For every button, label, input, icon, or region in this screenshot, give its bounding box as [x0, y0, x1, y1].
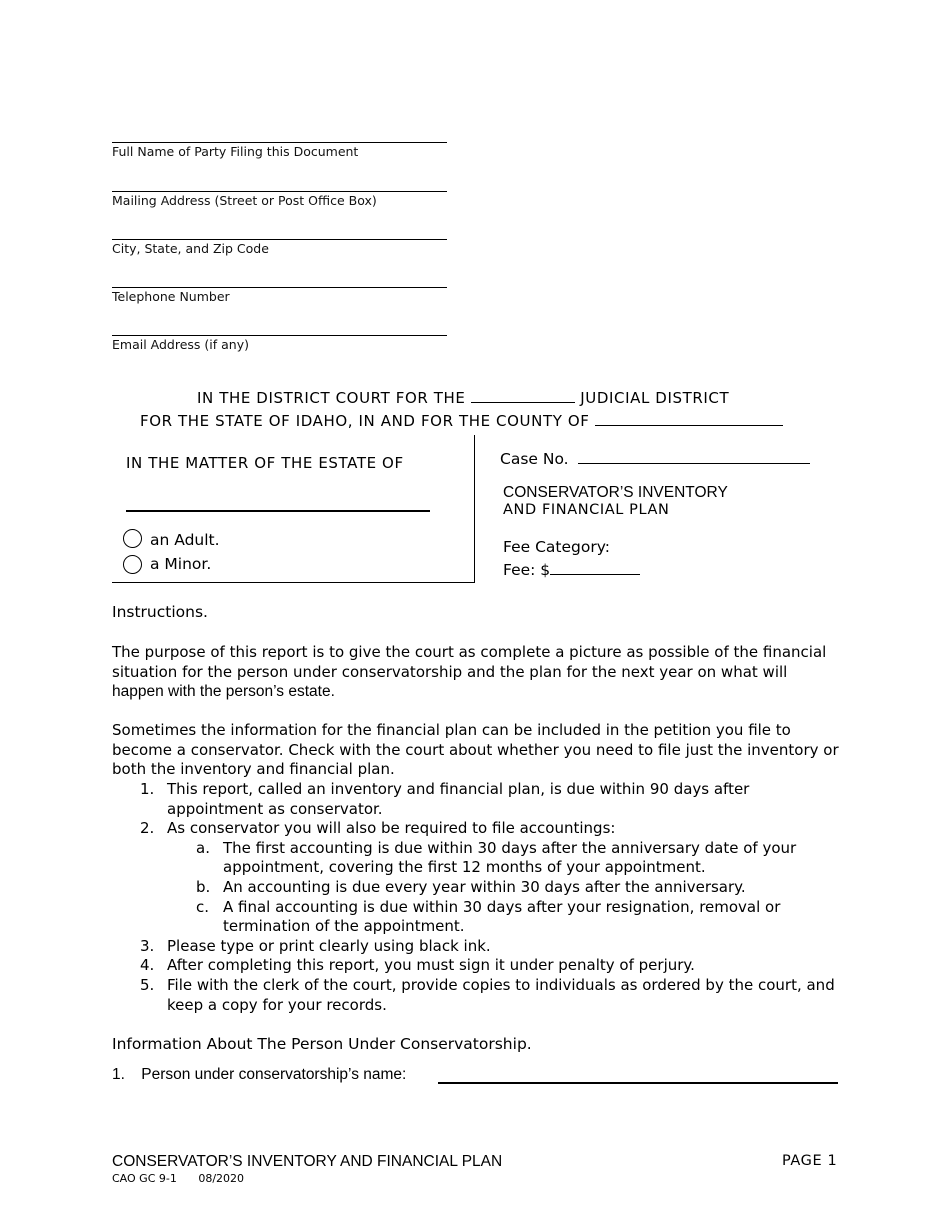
case-number-row [500, 450, 810, 468]
city-state-zip-label: City, State, and Zip Code [112, 241, 269, 256]
footer-form-date: 08/2020 [198, 1172, 245, 1185]
mailing-address-field[interactable] [112, 191, 447, 192]
paragraph-1-text: The purpose of this report is to give the court as complete a picture as possible of the financial situation for the person under conservatorship and the plan for the next year on what will [112, 643, 827, 681]
sub-list-item [112, 839, 847, 878]
list-item-number: 3. [140, 936, 155, 955]
list-item [112, 956, 847, 976]
mailing-address-label: Mailing Address (Street or Post Office Box) [112, 193, 377, 208]
judicial-district-field[interactable] [471, 402, 575, 403]
minor-radio[interactable] [123, 555, 142, 574]
sub-list-item-text: The first accounting is due within 30 days after the anniversary date of your appointment, covering the first 12 months of your appointment. [223, 838, 797, 877]
instructions-list [112, 780, 847, 1015]
court-line-2-text: FOR THE STATE OF IDAHO, IN AND FOR THE COUNTY OF [140, 412, 590, 430]
estate-matter-label: IN THE MATTER OF THE ESTATE OF [126, 454, 404, 472]
info-section-heading: Information About The Person Under Conservatorship. [112, 1035, 532, 1053]
estate-name-field[interactable] [126, 510, 430, 512]
page-number: PAGE 1 [782, 1153, 838, 1169]
sub-list-item-letter: a. [196, 838, 210, 857]
full-name-label: Full Name of Party Filing this Document [112, 144, 359, 159]
court-line-1 [197, 389, 729, 407]
sub-list-item-letter: c. [196, 897, 210, 916]
fee-category-label: Fee Category: [503, 538, 610, 556]
telephone-label: Telephone Number [112, 289, 230, 304]
list-item-text: Please type or print clearly using black ink. [167, 936, 491, 955]
document-title-line-1: CONSERVATOR’S INVENTORY [503, 484, 728, 501]
list-item [112, 819, 847, 839]
adult-option-label: an Adult. [150, 531, 220, 549]
sub-list-item-letter: b. [196, 877, 211, 896]
court-line-1-suffix: JUDICIAL DISTRICT [580, 389, 730, 407]
instructions-paragraph-2: Sometimes the information for the financial plan can be included in the petition you file to become a conservator. Check with the court about whether you need to file just the inventory or both the inventory and financial plan. [112, 721, 839, 779]
footer-form-info [112, 1172, 244, 1185]
court-line-1-prefix: IN THE DISTRICT COURT FOR THE [197, 389, 466, 407]
sub-list-item [112, 898, 847, 937]
caption-divider [474, 435, 475, 583]
city-state-zip-field[interactable] [112, 239, 447, 240]
list-item-number: 2. [140, 819, 155, 838]
list-item [112, 976, 847, 1015]
document-title-line-2: AND FINANCIAL PLAN [503, 502, 670, 518]
sub-list-item-text: A final accounting is due within 30 days after your resignation, removal or termination of the appointment. [223, 897, 781, 936]
list-item-number: 1. [140, 780, 155, 798]
footer-form-id: CAO GC 9-1 [112, 1172, 177, 1185]
instructions-paragraph-1 [112, 643, 842, 702]
instructions-heading: Instructions. [112, 603, 208, 621]
court-line-2 [140, 412, 783, 430]
sub-list-item [112, 878, 847, 898]
fee-row [503, 561, 640, 579]
list-item-number: 5. [140, 975, 155, 994]
list-item-text: File with the clerk of the court, provide copies to individuals as ordered by the court, and keep a copy for your records. [167, 975, 835, 1014]
caption-bottom-rule [112, 582, 475, 583]
person-name-label: Person under conservatorship’s name: [141, 1066, 407, 1083]
list-item-text: After completing this report, you must sign it under penalty of perjury. [167, 956, 695, 975]
list-item [112, 937, 847, 957]
person-name-row [112, 1066, 406, 1084]
list-item-text: This report, called an inventory and financial plan, is due within 90 days after appointment as conservator. [167, 780, 750, 818]
case-number-label: Case No. [500, 450, 569, 468]
list-item-number: 4. [140, 956, 155, 975]
list-item-text: As conservator you will also be required to file accountings: [167, 819, 616, 838]
sub-list-item-text: An accounting is due every year within 30 days after the anniversary. [223, 877, 746, 896]
paragraph-1-tail: happen with the person’s estate. [112, 683, 335, 701]
person-name-field[interactable] [438, 1082, 838, 1084]
full-name-field[interactable] [112, 142, 447, 143]
question-number: 1. [112, 1066, 125, 1083]
footer-title: CONSERVATOR’S INVENTORY AND FINANCIAL PLAN [112, 1153, 503, 1170]
county-field[interactable] [595, 425, 783, 426]
adult-radio[interactable] [123, 529, 142, 548]
list-item [112, 780, 847, 819]
telephone-field[interactable] [112, 287, 447, 288]
case-number-field[interactable] [578, 463, 810, 464]
fee-field[interactable] [550, 574, 640, 575]
email-field[interactable] [112, 335, 447, 336]
minor-option-label: a Minor. [150, 555, 212, 573]
email-label: Email Address (if any) [112, 337, 249, 352]
fee-label: Fee: $ [503, 561, 551, 579]
